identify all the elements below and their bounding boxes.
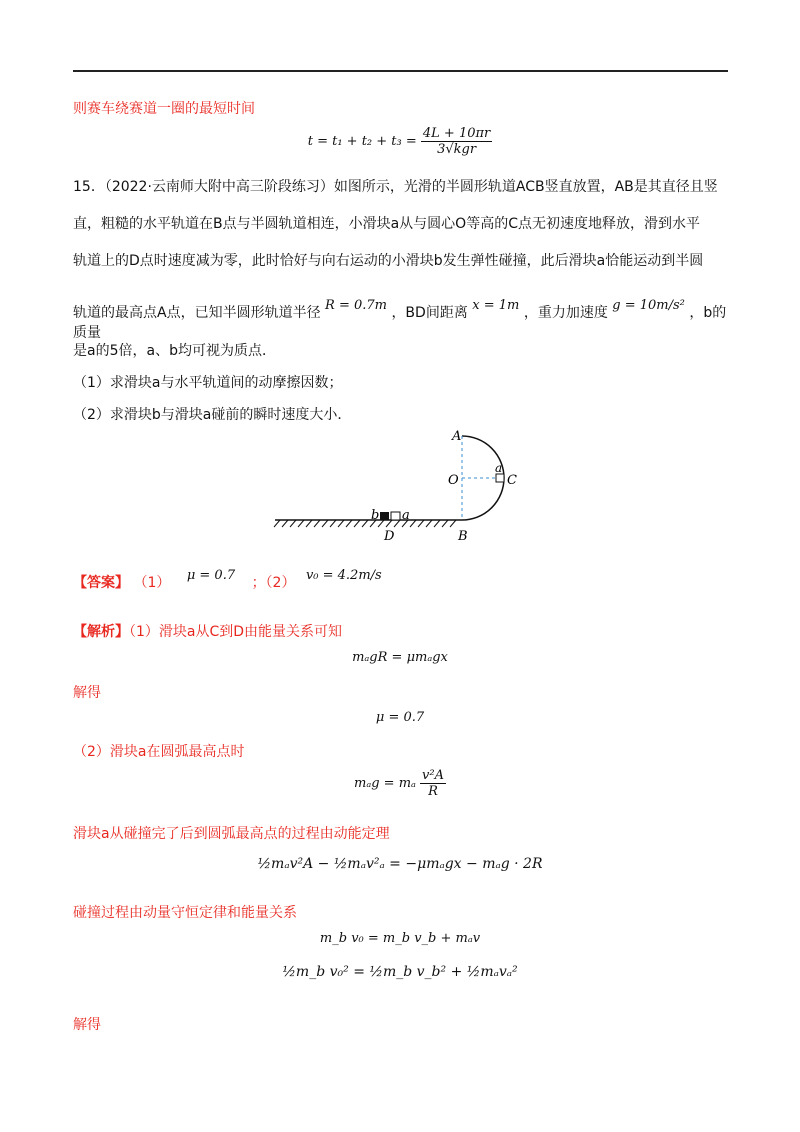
equation-top-point-fraction bbox=[420, 768, 446, 799]
equation-top-point-denominator: R bbox=[428, 784, 438, 799]
analysis-tag: 【解析】 bbox=[73, 624, 129, 640]
problem-line-1: 15．（2022·云南师大附中高三阶段练习）如图所示，光滑的半圆形轨道ACB竖直放置，AB是其直径且竖 bbox=[73, 179, 718, 195]
equation-top-point-numerator: v²A bbox=[422, 768, 444, 783]
intro-text: 则赛车绕赛道一圈的最短时间 bbox=[73, 101, 255, 117]
analysis-step-1 bbox=[73, 621, 342, 641]
equation-top-point-lhs: mₐg = mₐ bbox=[354, 776, 416, 791]
equation-kinetic-energy: ½mₐv²A − ½mₐv²ₐ = −μmₐgx − mₐg · 2R bbox=[257, 856, 543, 872]
problem-line-4-c: ，重力加速度 bbox=[523, 305, 608, 321]
answer-mu-value: μ = 0.7 bbox=[186, 568, 236, 583]
equation-energy-conservation: ½m_b v₀² = ½m_b v_b² + ½mₐvₐ² bbox=[282, 964, 518, 980]
problem-line-4-d: ，b的质量 bbox=[73, 305, 727, 341]
solve-label-2: 解得 bbox=[73, 1017, 101, 1033]
label-a-point: A bbox=[452, 429, 462, 444]
problem-line-4-b: ，BD间距离 bbox=[391, 305, 468, 321]
answer-separator: ；（2） bbox=[251, 575, 296, 591]
problem-line-3: 轨道上的D点时速度减为零，此时恰好与向右运动的小滑块b发生弹性碰撞，此后滑块a恰能运动到半圆 bbox=[73, 253, 704, 269]
label-a-block-bottom: a bbox=[402, 508, 410, 523]
analysis-step-1-text: （1）滑块a从C到D由能量关系可知 bbox=[129, 624, 343, 640]
solve-label-1: 解得 bbox=[73, 685, 101, 701]
label-c-point: C bbox=[507, 473, 517, 488]
analysis-step-3: 滑块a从碰撞完了后到圆弧最高点的过程由动能定理 bbox=[73, 826, 390, 842]
equation-top-point bbox=[0, 768, 800, 799]
equation-time-denominator: 3√kgr bbox=[437, 142, 477, 157]
block-a-at-d bbox=[391, 512, 400, 520]
equation-energy: mₐgR = μmₐgx bbox=[352, 650, 448, 665]
block-a-at-c bbox=[496, 474, 504, 482]
ground-hatching bbox=[274, 520, 456, 527]
equation-time-numerator: 4L + 10πr bbox=[422, 126, 491, 141]
problem-line-2: 直，粗糙的水平轨道在B点与半圆轨道相连，小滑块a从与圆心O等高的C点无初速度地释放，滑到水平 bbox=[73, 216, 700, 232]
distance-value: x = 1m bbox=[472, 298, 520, 313]
equation-time-fraction bbox=[421, 126, 492, 157]
label-b-point: B bbox=[458, 529, 468, 544]
gravity-value: g = 10m/s² bbox=[612, 298, 685, 313]
answer-tag: 【答案】 bbox=[73, 575, 129, 591]
label-a-block-top: a bbox=[495, 461, 503, 475]
answer-v0-value: v₀ = 4.2m/s bbox=[305, 568, 382, 583]
radius-value: R = 0.7m bbox=[325, 298, 387, 313]
track-figure bbox=[270, 424, 570, 554]
equation-time-lhs: t = t₁ + t₂ + t₃ = bbox=[307, 134, 417, 149]
equation-momentum: m_b v₀ = m_b v_b + mₐv bbox=[319, 931, 481, 946]
analysis-step-2: （2）滑块a在圆弧最高点时 bbox=[73, 744, 245, 760]
problem-line-4 bbox=[73, 298, 728, 342]
answer-line bbox=[73, 568, 382, 592]
label-d-point: D bbox=[384, 529, 395, 544]
analysis-step-4: 碰撞过程由动量守恒定律和能量关系 bbox=[73, 905, 297, 921]
question-2: （2）求滑块b与滑块a碰前的瞬时速度大小． bbox=[73, 407, 352, 423]
header-rule bbox=[73, 70, 728, 72]
problem-line-4-a: 轨道的最高点A点，已知半圆形轨道半径 bbox=[73, 305, 321, 321]
answer-part1-label: （1） bbox=[133, 575, 171, 591]
label-o-point: O bbox=[448, 473, 459, 488]
question-1: （1）求滑块a与水平轨道间的动摩擦因数； bbox=[73, 375, 343, 391]
equation-time bbox=[0, 126, 800, 157]
label-b-block: b bbox=[371, 508, 380, 523]
block-b bbox=[380, 512, 389, 520]
equation-mu: μ = 0.7 bbox=[375, 710, 425, 725]
problem-line-5: 是a的5倍，a、b均可视为质点． bbox=[73, 343, 276, 359]
